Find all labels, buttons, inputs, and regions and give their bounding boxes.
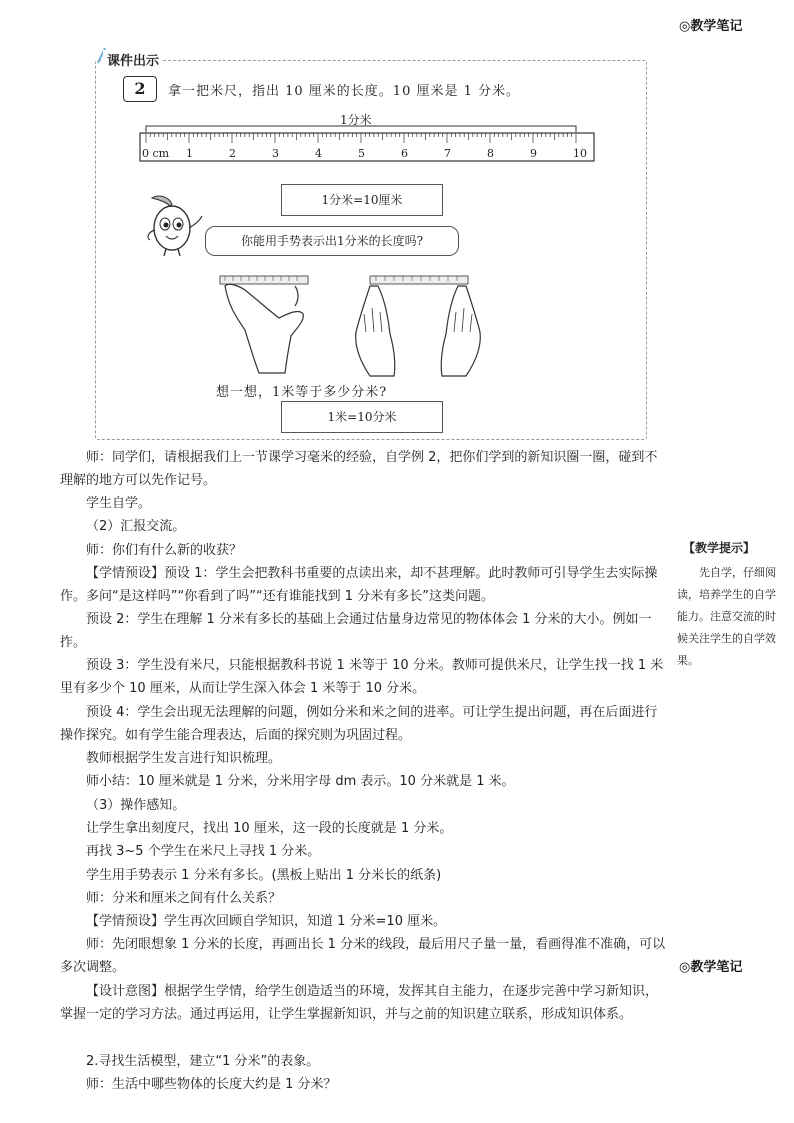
mascot-pear-icon (138, 190, 208, 260)
equation-decimeter-box: 1分米=10厘米 (281, 184, 443, 216)
two-hands-gesture-icon (348, 268, 488, 378)
ruler-illustration (138, 115, 598, 165)
paragraph: 【学情预设】学生再次回顾自学知识，知道 1 分米=10 厘米。 (86, 914, 447, 929)
paragraph: （2）汇报交流。 (86, 519, 186, 534)
paragraph: 2.寻找生活模型，建立“1 分米”的表象。 (86, 1054, 320, 1069)
paragraph: 预设 4：学生会出现无法理解的问题，例如分米和米之间的进率。可让学生提出问题，再在后面进行操作探究。如有学生能合理表达，后面的探究则为巩固过程。 (60, 705, 658, 743)
ruler-tick-label: 5 (358, 147, 365, 160)
paragraph: 师：分米和厘米之间有什么关系？ (86, 891, 282, 906)
paragraph: 【设计意图】根据学生学情，给学生创造适当的环境，发挥其自主能力，在逐步完善中学习新知识，掌握一定的学习方法。通过再运用，让学生掌握新知识，并与之前的知识建立联系，形成知识体系。 (60, 984, 659, 1022)
courseware-tab-label: 课件出示 (103, 50, 163, 69)
paragraph: 师：生活中哪些物体的长度大约是 1 分米？ (86, 1077, 337, 1092)
paragraph: 师：你们有什么新的收获？ (86, 543, 243, 558)
ruler-tick-label: 1 (186, 147, 193, 160)
speech-bubble: 你能用手势表示出1分米的长度吗? (205, 226, 459, 256)
ruler-tick-label: 10 (573, 147, 587, 160)
paragraph: 师：同学们，请根据我们上一节课学习毫米的经验，自学例 2，把你们学到的新知识圈一圈，碰到不理解的地方可以先作记号。 (60, 450, 658, 488)
teaching-tip-text: 先自学，仔细阅读，培养学生的自学能力。注意交流的时候关注学生的自学效果。 (677, 566, 776, 667)
paragraph: 【学情预设】预设 1：学生会把教科书重要的点读出来，却不甚理解。此时教师可引导学生去实际操作。多问“是这样吗”“你看到了吗”“还有谁能找到 1 分米有多长”这类问题。 (60, 566, 658, 604)
paragraph: 再找 3~5 个学生在米尺上寻找 1 分米。 (86, 844, 321, 859)
ruler-tick-label: 4 (315, 147, 322, 160)
ruler-tick-label: 2 (229, 147, 236, 160)
ruler-tick-label: 6 (401, 147, 408, 160)
teaching-notes-label: ◎教学笔记 (679, 19, 743, 34)
paragraph: 预设 2：学生在理解 1 分米有多长的基础上会通过估量身边常见的物体体会 1 分米的大小。例如一拃。 (60, 612, 652, 650)
paragraph: 师小结：10 厘米就是 1 分米，分米用字母 dm 表示。10 分米就是 1 米。 (86, 774, 515, 789)
example-number-badge: 2 (123, 76, 157, 102)
decimeter-label: 1分米 (340, 113, 372, 127)
example-text: 拿一把米尺，指出 10 厘米的长度。10 厘米是 1 分米。 (168, 84, 521, 99)
equation-meter-box: 1米=10分米 (281, 401, 443, 433)
paragraph: （3）操作感知。 (86, 798, 186, 813)
paragraph: 预设 3：学生没有米尺，只能根据教科书说 1 米等于 10 分米。教师可提供米尺，让学生找一找 1 米里有多少个 10 厘米，从而让学生深入体会 1 米等于 10 分米。 (60, 658, 664, 696)
ruler-tick-label: 3 (272, 147, 279, 160)
teaching-notes-label-lower: ◎教学笔记 (679, 960, 743, 975)
ruler-tick-label: 8 (487, 147, 494, 160)
one-hand-gesture-icon (215, 268, 315, 378)
paragraph: 师：先闭眼想象 1 分米的长度，再画出长 1 分米的线段，最后用尺子量一量，看画得准不准确，可以多次调整。 (60, 937, 666, 975)
think-question: 想一想，1米等于多少分米? (216, 385, 388, 400)
paragraph: 教师根据学生发言进行知识梳理。 (86, 751, 282, 766)
ruler-tick-label: 0 cm (142, 147, 170, 160)
ruler-tick-label: 7 (444, 147, 451, 160)
ruler-tick-label: 9 (530, 147, 537, 160)
paragraph: 学生用手势表示 1 分米有多长。(黑板上贴出 1 分米长的纸条) (86, 868, 442, 883)
paragraph: 学生自学。 (86, 496, 152, 511)
paragraph: 让学生拿出刻度尺，找出 10 厘米，这一段的长度就是 1 分米。 (86, 821, 453, 836)
teaching-tip-title: 【教学提示】 (683, 541, 756, 555)
